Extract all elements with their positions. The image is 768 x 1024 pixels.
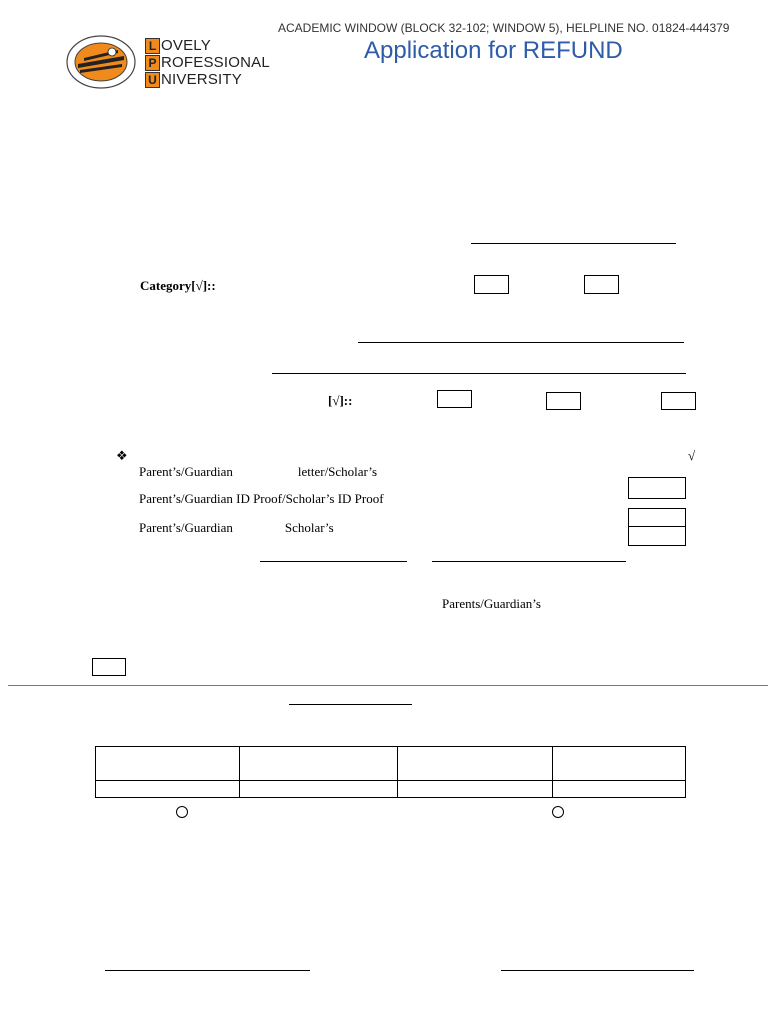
declaration-checkbox[interactable] — [92, 658, 126, 676]
document-checkbox-3[interactable] — [628, 526, 686, 546]
option-checkbox-3[interactable] — [661, 392, 696, 410]
document-checkbox-2[interactable] — [628, 508, 686, 527]
table-cell[interactable] — [398, 781, 553, 798]
blank-line[interactable] — [260, 561, 407, 562]
radio-option-2[interactable] — [552, 806, 564, 818]
logo-letter-p: P — [145, 55, 160, 71]
table-cell[interactable] — [553, 747, 686, 781]
university-seal-icon — [64, 34, 138, 90]
option-checkbox-1[interactable] — [437, 390, 472, 408]
logo-row-university — [145, 71, 270, 88]
table-cell[interactable] — [240, 747, 398, 781]
table-cell[interactable] — [240, 781, 398, 798]
logo-row-professional — [145, 54, 270, 71]
table-cell[interactable] — [553, 781, 686, 798]
table-cell[interactable] — [398, 747, 553, 781]
blank-line[interactable] — [358, 342, 684, 343]
table-cell[interactable] — [96, 781, 240, 798]
section-divider — [8, 685, 768, 686]
document-item-2: Parent’s/Guardian ID Proof/Scholar’s ID Proof — [139, 491, 384, 506]
radio-option-1[interactable] — [176, 806, 188, 818]
academic-window-address: ACADEMIC WINDOW (BLOCK 32-102; WINDOW 5), HELPLINE NO. 01824-444379 — [278, 21, 730, 35]
check-label: [√]:: — [328, 393, 353, 408]
check-mark: √ — [688, 448, 696, 463]
signature-line[interactable] — [105, 970, 310, 971]
university-logo — [145, 37, 270, 88]
document-item-3: Parent’s/Guardian Scholar’s — [139, 520, 334, 535]
signature-line[interactable] — [501, 970, 694, 971]
parents-guardian-label: Parents/Guardian’s — [442, 596, 541, 611]
refund-details-table — [95, 746, 686, 798]
logo-word-professional: ROFESSIONAL — [161, 54, 270, 71]
document-item-1: Parent’s/Guardian letter/Scholar’s — [139, 464, 378, 479]
logo-word-university: NIVERSITY — [161, 71, 242, 88]
logo-letter-u: U — [145, 72, 160, 88]
blank-line[interactable] — [471, 243, 676, 244]
logo-letter-l: L — [145, 38, 160, 54]
document-checkbox-1[interactable] — [628, 477, 686, 499]
category-checkbox-2[interactable] — [584, 275, 619, 294]
logo-word-lovely: OVELY — [161, 37, 211, 54]
category-label: Category[√]:: — [140, 278, 216, 293]
option-checkbox-2[interactable] — [546, 392, 581, 410]
diamond-bullet-icon: ❖ — [116, 448, 128, 463]
blank-line[interactable] — [432, 561, 626, 562]
logo-row-lovely — [145, 37, 270, 54]
table-row — [96, 747, 686, 781]
table-row — [96, 781, 686, 798]
table-cell[interactable] — [96, 747, 240, 781]
category-checkbox-1[interactable] — [474, 275, 509, 294]
blank-line[interactable] — [272, 373, 686, 374]
blank-line[interactable] — [289, 704, 412, 705]
page-title: Application for REFUND — [364, 37, 623, 64]
